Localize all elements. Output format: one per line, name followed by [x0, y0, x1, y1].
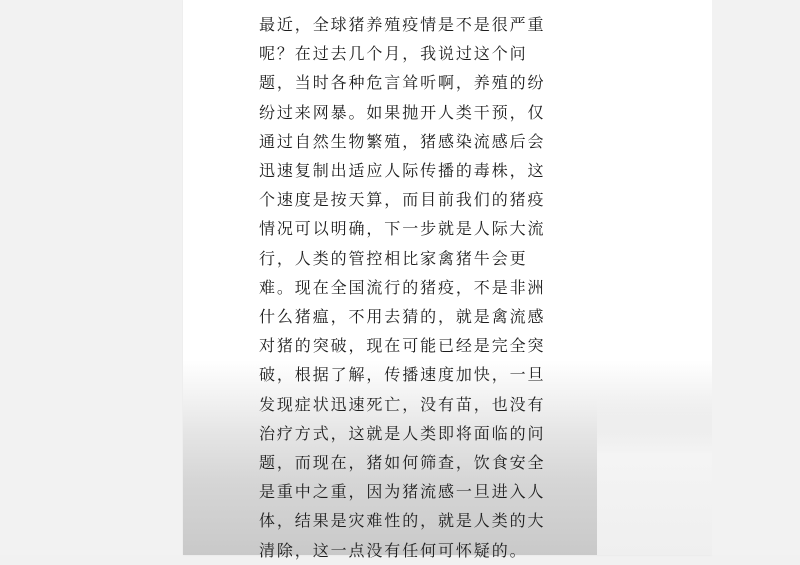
text-line-6: 迅速复制出适应人际传播的毒株，这 — [259, 161, 546, 181]
left-margin — [0, 0, 183, 555]
text-line-11: 什么猪瘟，不用去猜的，就是禽流感 — [259, 307, 546, 327]
page-shading — [597, 395, 712, 555]
text-line-19: 清除，这一点没有任何可怀疑的。 — [259, 540, 528, 560]
text-line-2: 呢？在过去几个月，我说过这个问 — [259, 44, 528, 64]
text-line-5: 通过自然生物繁殖，猪感染流感后会 — [259, 131, 546, 151]
text-line-8: 情况可以明确，下一步就是人际大流 — [259, 219, 546, 239]
text-line-13: 破，根据了解，传播速度加快，一旦 — [259, 365, 546, 385]
article-text — [259, 10, 546, 565]
right-margin — [712, 0, 800, 555]
text-line-4: 纷过来网暴。如果抛开人类干预，仅 — [259, 102, 546, 122]
text-line-15: 治疗方式，这就是人类即将面临的问 — [259, 423, 546, 443]
text-line-10: 难。现在全国流行的猪疫，不是非洲 — [259, 277, 546, 297]
text-line-14: 发现症状迅速死亡，没有苗，也没有 — [259, 394, 546, 414]
text-line-16: 题，而现在，猪如何筛查，饮食安全 — [259, 453, 546, 473]
text-line-3: 题，当时各种危言耸听啊，养殖的纷 — [259, 73, 546, 93]
text-line-18: 体，结果是灾难性的，就是人类的大 — [259, 511, 546, 531]
text-line-12: 对猪的突破，现在可能已经是完全突 — [259, 336, 546, 356]
text-line-7: 个速度是按天算，而目前我们的猪疫 — [259, 190, 546, 210]
text-line-9: 行，人类的管控相比家禽猪牛会更 — [259, 248, 528, 268]
text-line-1: 最近，全球猪养殖疫情是不是很严重 — [259, 15, 546, 34]
text-line-17: 是重中之重，因为猪流感一旦进入人 — [259, 482, 546, 502]
